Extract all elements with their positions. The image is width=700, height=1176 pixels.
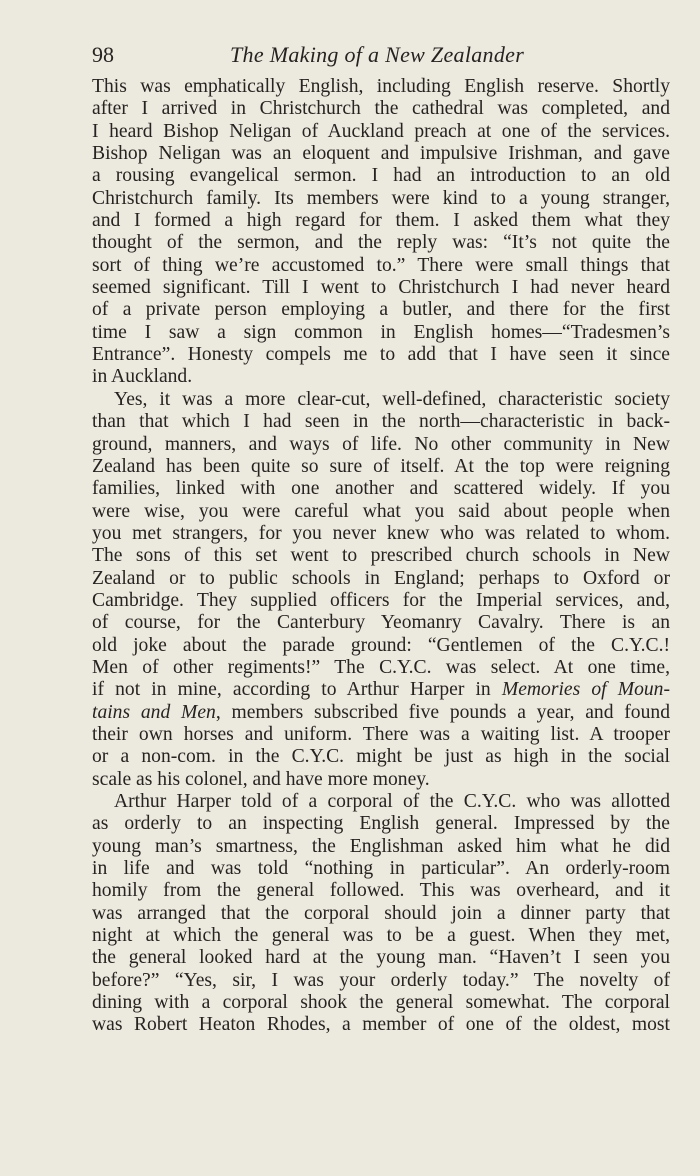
text-line: the general looked hard at the young man. “Haven’t I seen you bbox=[92, 947, 670, 969]
text-line: young man’s smartness, the Englishman asked him what he did bbox=[92, 835, 670, 857]
text-line: than that which I had seen in the north—characteristic in back- bbox=[92, 411, 670, 433]
text-line: dining with a corporal shook the general somewhat. The corporal bbox=[92, 992, 670, 1014]
text-line: thought of the sermon, and the reply was: “It’s not quite the bbox=[92, 232, 670, 254]
text-line: homily from the general followed. This was overheard, and it bbox=[92, 880, 670, 902]
text-line: sort of thing we’re accustomed to.” There were small things that bbox=[92, 254, 670, 276]
text-line: Zealand or to public schools in England; perhaps to Oxford or bbox=[92, 567, 670, 589]
text-line: was arranged that the corporal should join a dinner party that bbox=[92, 902, 670, 924]
text-line: Bishop Neligan was an eloquent and impulsive Irishman, and gave bbox=[92, 143, 670, 165]
text-line: Entrance”. Honesty compels me to add that I have seen it since bbox=[92, 344, 670, 366]
book-title: Memories of Moun- bbox=[501, 679, 670, 701]
text-line: their own horses and uniform. There was a waiting list. A trooper bbox=[92, 723, 670, 745]
text-line: Zealand has been quite so sure of itself. At the top were reigning bbox=[92, 455, 670, 477]
text-line: of course, for the Canterbury Yeomanry Cavalry. There is an bbox=[92, 612, 670, 634]
text-line-with-book-title bbox=[92, 702, 670, 724]
text-line: families, linked with one another and scattered widely. If you bbox=[92, 478, 670, 500]
text-line: ground, manners, and ways of life. No other community in New bbox=[92, 433, 670, 455]
book-title: tains and Men bbox=[92, 701, 216, 723]
text-line: you met strangers, for you never knew who was related to whom. bbox=[92, 522, 670, 544]
text-line: as orderly to an inspecting English general. Impressed by the bbox=[92, 813, 670, 835]
text-line: in life and was told “nothing in particular”. An orderly-room bbox=[92, 858, 670, 880]
paragraph-end-line: in Auckland. bbox=[92, 366, 193, 388]
body-text bbox=[92, 76, 670, 1037]
text-line: time I saw a sign common in English homes—“Tradesmen’s bbox=[92, 321, 670, 343]
text-line: The sons of this set went to prescribed church schools in New bbox=[92, 545, 670, 567]
text-line: of a private person employing a butler, and there for the first bbox=[92, 299, 670, 321]
line-text: , members subscribed five pounds a year, and found bbox=[215, 701, 670, 723]
text-line: Cambridge. They supplied officers for the Imperial services, and, bbox=[92, 589, 670, 611]
text-line: I heard Bishop Neligan of Auckland preach at one of the services. bbox=[92, 120, 670, 142]
text-line: after I arrived in Christchurch the cathedral was completed, and bbox=[92, 98, 670, 120]
paragraph-first-line: Yes, it was a more clear-cut, well-defined, characteristic society bbox=[114, 388, 670, 410]
paragraph-first-line: Arthur Harper told of a corporal of the C.Y.C. who was allotted bbox=[114, 791, 670, 812]
text-line-with-book-title bbox=[92, 679, 670, 701]
paragraph-end-line: scale as his colonel, and have more money. bbox=[92, 768, 430, 790]
text-line: before?” “Yes, sir, I was your orderly today.” The novelty of bbox=[92, 969, 670, 991]
text-line: and I formed a high regard for them. I asked them what they bbox=[92, 210, 670, 232]
text-line: Men of other regiments!” The C.Y.C. was select. At one time, bbox=[92, 656, 670, 678]
text-line: a rousing evangelical sermon. I had an introduction to an old bbox=[92, 165, 670, 187]
text-line: seemed significant. Till I went to Christchurch I had never heard bbox=[92, 277, 670, 299]
running-title: The Making of a New Zealander bbox=[230, 42, 525, 67]
text-line: night at which the general was to be a guest. When they met, bbox=[92, 925, 670, 947]
text-line: was Robert Heaton Rhodes, a member of one of the oldest, most bbox=[92, 1014, 670, 1036]
text-line: This was emphatically English, including English reserve. Shortly bbox=[92, 76, 670, 97]
text-line: were wise, you were careful what you said about people when bbox=[92, 500, 670, 522]
text-line: or a non-com. in the C.Y.C. might be just as high in the social bbox=[92, 746, 670, 768]
text-line: Christchurch family. Its members were kind to a young stranger, bbox=[92, 187, 670, 209]
page-number: 98 bbox=[92, 42, 114, 67]
page-header bbox=[92, 42, 670, 70]
text-line: old joke about the parade ground: “Gentlemen of the C.Y.C.! bbox=[92, 634, 670, 656]
line-text: if not in mine, according to Arthur Harper in bbox=[92, 679, 502, 701]
